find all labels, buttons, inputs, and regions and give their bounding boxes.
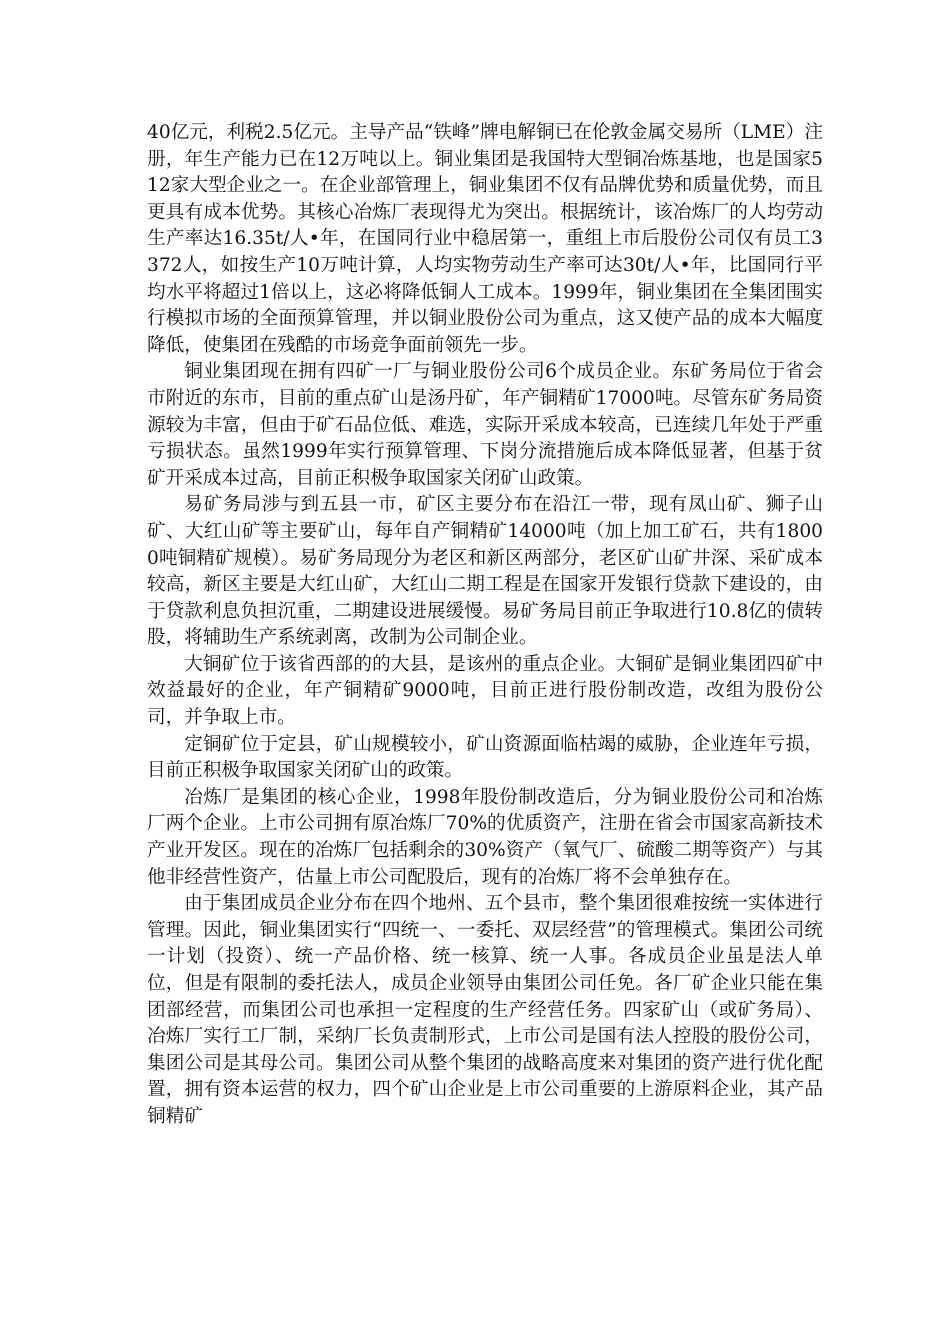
paragraph-2: 铜业集团现在拥有四矿一厂与铜业股份公司6个成员企业。东矿务局位于省会市附近的东市，目前的重点矿山是汤丹矿，年产铜精矿17000吨。尽管东矿务局资源较为丰富，但由于矿石品位低、难选，实际开采成本较高，已连续几年处于严重亏损状态。虽然1999年实行预算管理、下岗分流措施后成本降低显著，但基于贫矿开采成本过高，目前正积极争取国家关闭矿山政策。 <box>147 361 823 489</box>
paragraph-6: 冶炼厂是集团的核心企业，1998年股份制改造后，分为铜业股份公司和冶炼厂两个企业。上市公司拥有原冶炼厂70%的优质资产，注册在省会市国家高新技术产业开发区。现在的冶炼厂包括剩余的30%资产（氧气厂、硫酸二期等资产）与其他非经营性资产，估量上市公司配股后，现有的冶炼厂将不会单独存在。 <box>147 786 823 888</box>
body-text <box>147 120 823 1131</box>
paragraph-1: 40亿元，利税2.5亿元。主导产品“铁峰”牌电解铜已在伦敦金属交易所（LME）注册，年生产能力已在12万吨以上。铜业集团是我国特大型铜冶炼基地，也是国家512家大型企业之一。在企业部管理上，铜业集团不仅有品牌优势和质量优势，而且更具有成本优势。其核心冶炼厂表现得尤为突出。根据统计，该冶炼厂的人均劳动生产率达16.35t/人•年，在国同行业中稳居第一，重组上市后股份公司仅有员工3372人，如按生产10万吨计算，人均实物劳动生产率可达30t/人•年，比国同行平均水平将超过1倍以上，这必将降低铜人工成本。1999年，铜业集团在全集团围实行模拟市场的全面预算管理，并以铜业股份公司为重点，这又使产品的成本大幅度降低，使集团在残酷的市场竞争面前领先一步。 <box>147 122 823 356</box>
paragraph-4: 大铜矿位于该省西部的的大县，是该州的重点企业。大铜矿是铜业集团四矿中效益最好的企业，年产铜精矿9000吨，目前正进行股份制改造，改组为股份公司，并争取上市。 <box>147 653 823 729</box>
paragraph-5: 定铜矿位于定县，矿山规模较小，矿山资源面临枯竭的威胁，企业连年亏损，目前正积极争取国家关闭矿山的政策。 <box>147 733 823 782</box>
paragraph-7: 由于集团成员企业分布在四个地州、五个县市，整个集团很难按统一实体进行管理。因此，铜业集团实行“四统一、一委托、双层经营”的管理模式。集团公司统一计划（投资）、统一产品价格、统一核算、统一人事。各成员企业虽是法人单位，但是有限制的委托法人，成员企业领导由集团公司任免。各厂矿企业只能在集团部经营，而集团公司也承担一定程度的生产经营任务。四家矿山（或矿务局）、冶炼厂实行工厂制，采纳厂长负责制形式，上市公司是国有法人控股的股份公司，集团公司是其母公司。集团公司从整个集团的战略高度来对集团的资产进行优化配置，拥有资本运营的权力，四个矿山企业是上市公司重要的上游原料企业，其产品铜精矿 <box>147 893 823 1127</box>
paragraph-3: 易矿务局涉与到五县一市，矿区主要分布在沿江一带，现有凤山矿、狮子山矿、大红山矿等主要矿山，每年自产铜精矿14000吨（加上加工矿石，共有18000吨铜精矿规模）。易矿务局现分为老区和新区两部分，老区矿山矿井深、采矿成本较高，新区主要是大红山矿，大红山二期工程是在国家开发银行贷款下建设的，由于贷款利息负担沉重，二期建设进展缓慢。易矿务局目前正争取进行10.8亿的债转股，将辅助生产系统剥离，改制为公司制企业。 <box>147 494 823 649</box>
